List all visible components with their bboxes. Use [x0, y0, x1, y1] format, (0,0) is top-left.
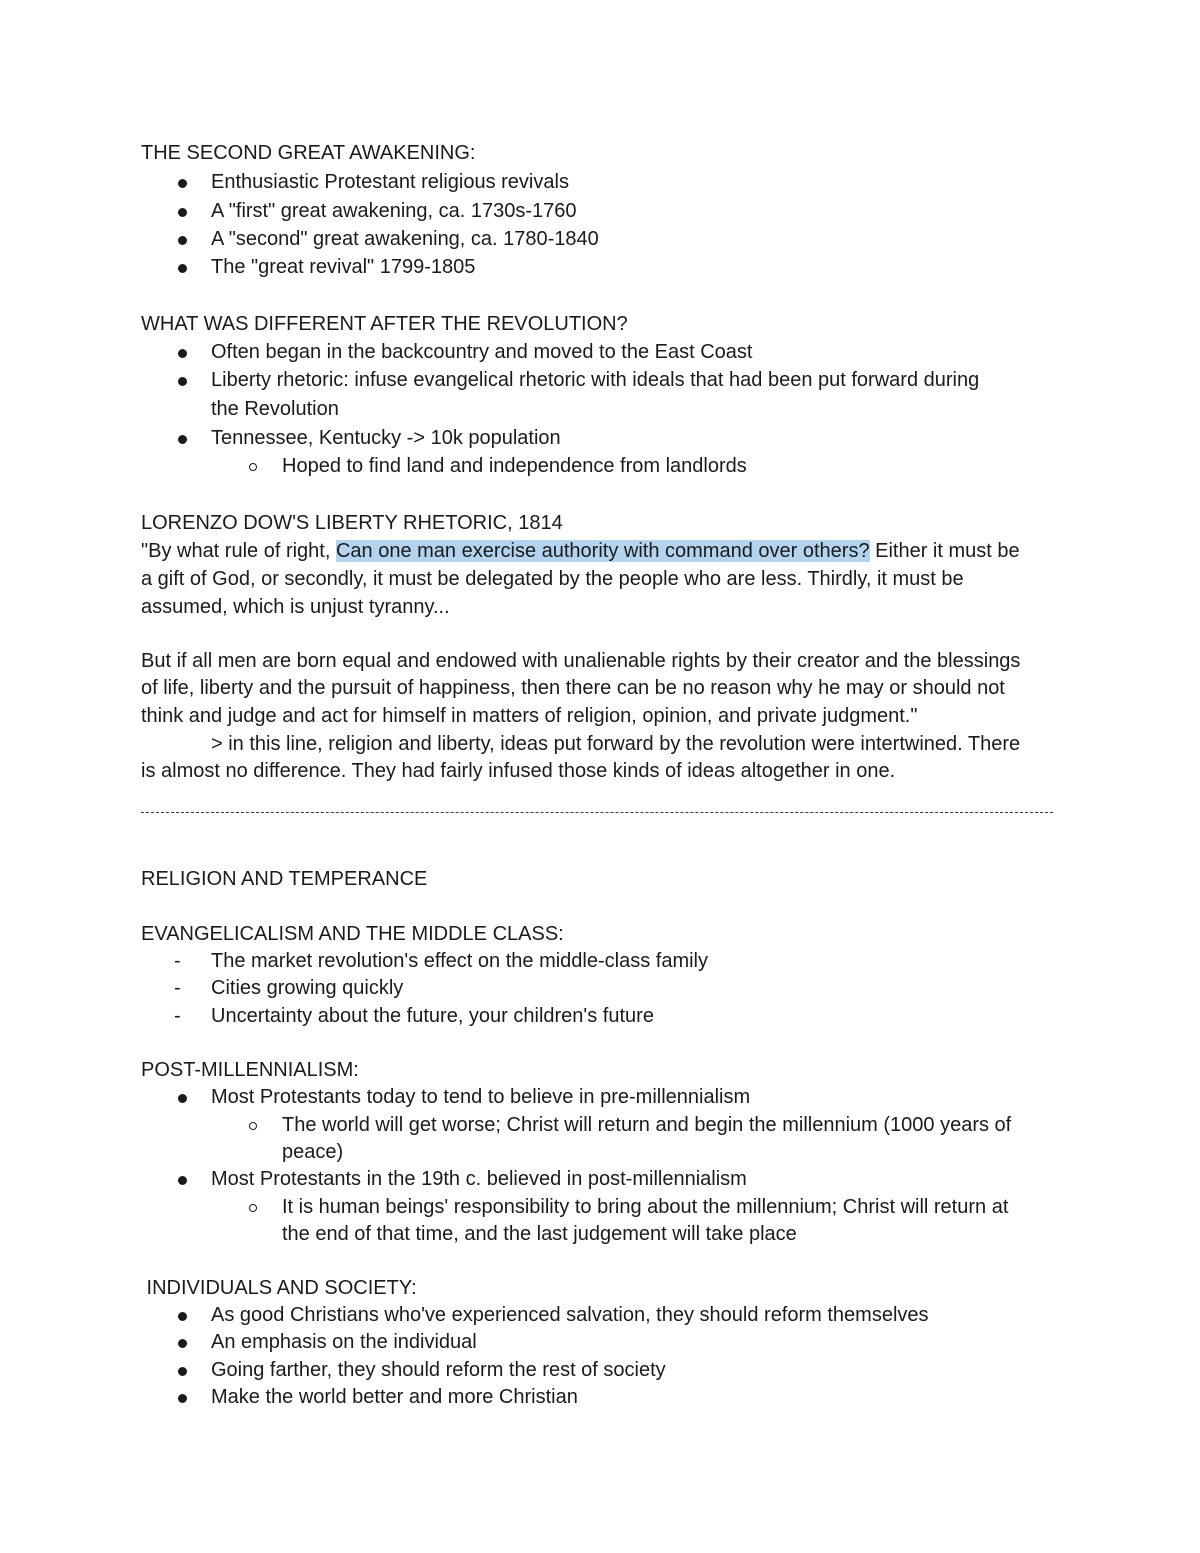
- list-item: Often began in the backcountry and moved to the East Coast: [211, 341, 753, 363]
- list-item: A "second" great awakening, ca. 1780-1840: [211, 228, 599, 250]
- list-item: Enthusiastic Protestant religious revivals: [211, 171, 569, 193]
- list-item-continuation: the Revolution: [211, 398, 339, 420]
- heading-second-great-awakening: THE SECOND GREAT AWAKENING:: [141, 142, 476, 164]
- sub-list-item-continuation: peace): [282, 1141, 344, 1163]
- bullet-icon: [178, 349, 187, 358]
- quote-line: a gift of God, or secondly, it must be delegated by the people who are less. Thirdly, it must be: [141, 568, 964, 590]
- bullet-icon: [178, 264, 187, 273]
- list-item: Liberty rhetoric: infuse evangelical rhetoric with ideals that had been put forward during: [211, 369, 980, 391]
- heading-lorenzo-dow: LORENZO DOW'S LIBERTY RHETORIC, 1814: [141, 512, 563, 534]
- heading-religion-temperance: RELIGION AND TEMPERANCE: [141, 868, 428, 890]
- bullet-icon: [178, 1394, 187, 1403]
- sub-list-item: Hoped to find land and independence from landlords: [282, 455, 747, 477]
- list-item: An emphasis on the individual: [211, 1331, 477, 1353]
- dash-bullet: -: [174, 950, 181, 972]
- bullet-icon: [178, 1312, 187, 1321]
- quote-text: "By what rule of right,: [141, 540, 336, 562]
- list-item: Make the world better and more Christian: [211, 1386, 578, 1408]
- list-item: Tennessee, Kentucky -> 10k population: [211, 427, 561, 449]
- hollow-bullet-icon: [249, 463, 257, 471]
- highlighted-text: Can one man exercise authority with command over others?: [335, 540, 870, 562]
- list-item: Going farther, they should reform the rest of society: [211, 1359, 666, 1381]
- bullet-icon: [178, 1367, 187, 1376]
- bullet-icon: [178, 435, 187, 444]
- dash-bullet: -: [174, 977, 181, 999]
- bullet-icon: [178, 236, 187, 245]
- list-item: The "great revival" 1799-1805: [211, 256, 476, 278]
- sub-list-item: The world will get worse; Christ will return and begin the millennium (1000 years of: [282, 1114, 1012, 1136]
- bullet-icon: [178, 1339, 187, 1348]
- list-item: A "first" great awakening, ca. 1730s-1760: [211, 200, 577, 222]
- list-item: Most Protestants in the 19th c. believed in post-millennialism: [211, 1168, 747, 1190]
- quote-line: [141, 538, 1020, 565]
- quote-line: think and judge and act for himself in matters of religion, opinion, and private judgment.": [141, 705, 918, 727]
- quote-text: Either it must be: [869, 540, 1020, 562]
- note-line: > in this line, religion and liberty, ideas put forward by the revolution were intertwined. There: [211, 733, 1021, 755]
- heading-evangelicalism: EVANGELICALISM AND THE MIDDLE CLASS:: [141, 923, 564, 945]
- list-item: Uncertainty about the future, your children's future: [211, 1005, 654, 1027]
- section-divider: [141, 812, 1053, 813]
- quote-line: But if all men are born equal and endowed with unalienable rights by their creator and the blessings: [141, 650, 1021, 672]
- heading-post-millennialism: POST-MILLENNIALISM:: [141, 1059, 359, 1081]
- quote-line: assumed, which is unjust tyranny...: [141, 596, 450, 618]
- note-line: is almost no difference. They had fairly infused those kinds of ideas altogether in one.: [141, 760, 896, 782]
- bullet-icon: [178, 1094, 187, 1103]
- bullet-icon: [178, 377, 187, 386]
- list-item: As good Christians who've experienced salvation, they should reform themselves: [211, 1304, 929, 1326]
- bullet-icon: [178, 179, 187, 188]
- bullet-icon: [178, 208, 187, 217]
- list-item: Cities growing quickly: [211, 977, 404, 999]
- bullet-icon: [178, 1176, 187, 1185]
- hollow-bullet-icon: [249, 1204, 257, 1212]
- dash-bullet: -: [174, 1005, 181, 1027]
- heading-individuals-society: INDIVIDUALS AND SOCIETY:: [141, 1277, 417, 1299]
- heading-after-revolution: WHAT WAS DIFFERENT AFTER THE REVOLUTION?: [141, 313, 628, 335]
- quote-line: of life, liberty and the pursuit of happiness, then there can be no reason why he may or should not: [141, 677, 1005, 699]
- list-item: Most Protestants today to tend to believe in pre-millennialism: [211, 1086, 751, 1108]
- list-item: The market revolution's effect on the middle-class family: [211, 950, 708, 972]
- sub-list-item-continuation: the end of that time, and the last judgement will take place: [282, 1223, 797, 1245]
- hollow-bullet-icon: [249, 1122, 257, 1130]
- sub-list-item: It is human beings' responsibility to bring about the millennium; Christ will return at: [282, 1196, 1009, 1218]
